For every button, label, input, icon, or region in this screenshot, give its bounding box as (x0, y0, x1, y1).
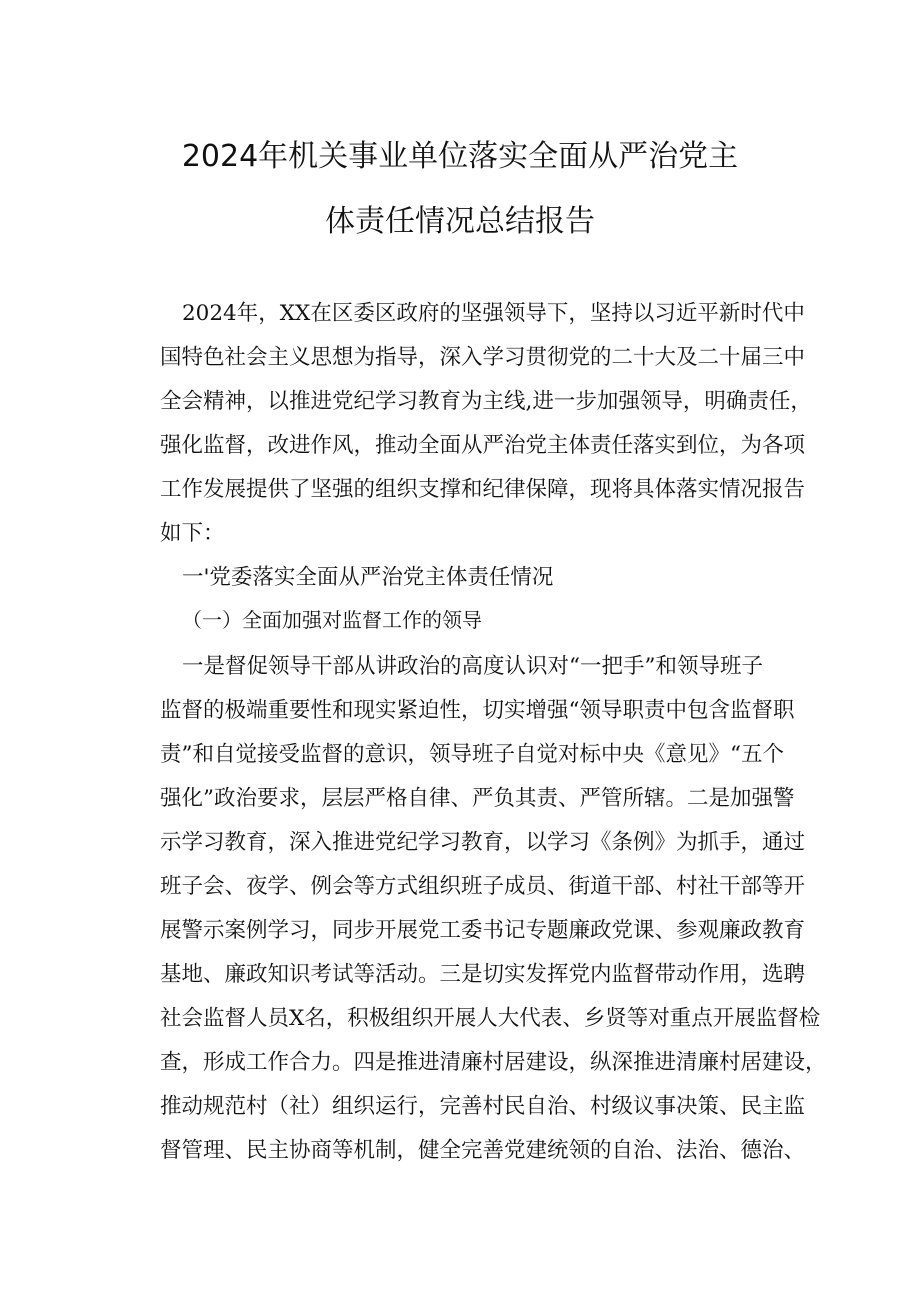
body-line-7: 展警示案例学习，同步开展党工委书记专题廉政党课、参观廉政教育 (160, 918, 806, 943)
intro-line-6: 如下： (160, 521, 225, 546)
body-line-12: 督管理、民主协商等机制，健全完善党建统领的自治、法治、德治、 (160, 1138, 806, 1163)
body-line-2: 监督的极端重要性和现实紧迫性，切实增强“领导职责中包含监督职 (160, 698, 795, 723)
intro-line-3: 全会精神，以推进党纪学习教育为主线,进一步加强领导，明确责任， (160, 389, 812, 414)
body-line-1: 一是督促领导干部从讲政治的高度认识对“一把手”和领导班子 (182, 654, 763, 679)
intro-line-2: 国特色社会主义思想为指导，深入学习贯彻党的二十大及二十届三中 (160, 345, 806, 370)
body-line-9: 社会监督人员X名，积极组织开展人大代表、乡贤等对重点开展监督检 (160, 1006, 821, 1031)
body-line-5: 示学习教育，深入推进党纪学习教育，以学习《条例》为抓手，通过 (160, 830, 806, 855)
body-line-8: 基地、廉政知识考试等活动。三是切实发挥党内监督带动作用，选聘 (160, 962, 806, 987)
body-line-6: 班子会、夜学、例会等方式组织班子成员、街道干部、村社干部等开 (160, 874, 806, 899)
intro-line-4: 强化监督，改进作风，推动全面从严治党主体责任落实到位，为各项 (160, 433, 806, 458)
body-line-4: 强化”政治要求，层层严格自律、严负其责、严管所辖。二是加强警 (160, 786, 795, 811)
section-1-heading: 一'党委落实全面从严治党主体责任情况 (182, 565, 554, 590)
body-line-11: 推动规范村（社）组织运行，完善村民自治、村级议事决策、民主监 (160, 1094, 806, 1119)
document-title-line-1: 2024年机关事业单位落实全面从严治党主 (181, 139, 739, 174)
document-title-line-2: 体责任情况总结报告 (325, 204, 595, 239)
intro-line-1: 2024年，XX在区委区政府的坚强领导下，坚持以习近平新时代中 (182, 301, 805, 326)
intro-line-5: 工作发展提供了坚强的组织支撑和纪律保障，现将具体落实情况报告 (160, 477, 806, 502)
subsection-1-heading: （一）全面加强对监督工作的领导 (182, 608, 482, 632)
body-line-3: 责”和自觉接受监督的意识，领导班子自觉对标中央《意见》“五个 (160, 742, 784, 767)
body-line-10: 查，形成工作合力。四是推进清廉村居建设，纵深推进清廉村居建设， (160, 1050, 827, 1075)
